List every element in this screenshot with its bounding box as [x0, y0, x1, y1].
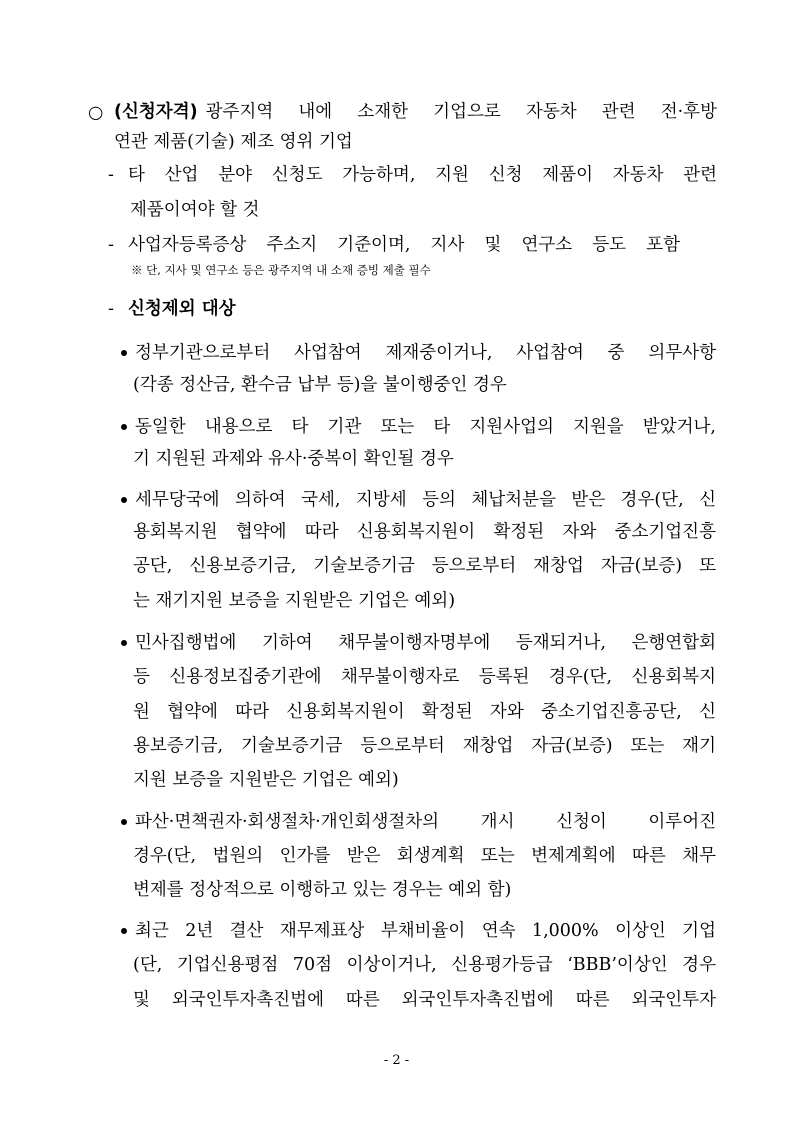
dash-marker: - [108, 235, 114, 255]
circle-bullet-icon: ○ [88, 103, 104, 123]
bullet-line: 용회복지원 협약에 따라 신용회복지원이 확정된 자와 중소기업진흥 [133, 522, 716, 542]
bullet-line: 지원 보증을 지원받은 기업은 예외) [133, 770, 399, 790]
eligibility-line: 광주지역 내에 소재한 기업으로 자동차 관련 전·후방 [205, 102, 717, 122]
bullet-line: 및 외국인투자촉진법에 따른 외국인투자촉진법에 따른 외국인투자 [133, 990, 716, 1010]
bullet-dot-icon [121, 640, 127, 646]
bullet-line: (각종 정산금, 환수금 납부 등)을 불이행중인 경우 [133, 375, 507, 395]
bullet-line: 변제를 정상적으로 이행하고 있는 경우는 예외 함) [133, 880, 512, 900]
bullet-dot-icon [121, 928, 127, 934]
dash-item-line: 타 산업 분야 신청도 가능하며, 지원 신청 제품이 자동차 관련 [128, 165, 717, 185]
bullet-line: 원 협약에 따라 신용회복지원이 확정된 자와 중소기업진흥공단, 신 [133, 702, 716, 722]
eligibility-first-line [114, 100, 717, 124]
dash-marker: - [108, 299, 114, 319]
bullet-dot-icon [121, 424, 127, 430]
bullet-line: 파산·면책권자·회생절차·개인회생절차의 개시 신청이 이루어진 [135, 812, 716, 832]
bullet-line: 정부기관으로부터 사업참여 제재중이거나, 사업참여 중 의무사항 [135, 343, 716, 363]
bullet-dot-icon [121, 350, 127, 356]
bullet-line: 세무당국에 의하여 국세, 지방세 등의 체납처분을 받은 경우(단, 신 [135, 490, 716, 510]
bullet-line: (단, 기업신용평점 70점 이상이거나, 신용평가등급 ‘BBB’이상인 경우 [133, 955, 716, 975]
bullet-line: 경우(단, 법원의 인가를 받은 회생계획 또는 변제계획에 따른 채무 [133, 846, 716, 866]
bullet-line: 등 신용정보집중기관에 채무불이행자로 등록된 경우(단, 신용회복지 [133, 667, 716, 687]
bullet-line: 동일한 내용으로 타 기관 또는 타 지원사업의 지원을 받았거나, [135, 417, 716, 437]
bullet-line: 는 재기지원 보증을 지원받은 기업은 예외) [133, 591, 456, 611]
dash-item-line: 제품이여야 할 것 [130, 200, 260, 220]
exclusion-title: 신청제외 대상 [128, 299, 236, 319]
dash-item-line: 사업자등록증상 주소지 기준이며, 지사 및 연구소 등도 포함 [128, 235, 680, 255]
bullet-line: 기 지원된 과제와 유사·중복이 확인될 경우 [133, 449, 454, 469]
bullet-line: 최근 2년 결산 재무제표상 부채비율이 연속 1,000% 이상인 기업 [135, 921, 716, 941]
dash-item-note: ※ 단, 지사 및 연구소 등은 광주지역 내 소재 증빙 제출 필수 [131, 263, 431, 277]
dash-marker: - [108, 165, 114, 185]
bullet-dot-icon [121, 819, 127, 825]
bullet-line: 용보증기금, 기술보증기금 등으로부터 재창업 자금(보증) 또는 재기 [133, 736, 716, 756]
bullet-line: 공단, 신용보증기금, 기술보증기금 등으로부터 재창업 자금(보증) 또 [133, 556, 716, 576]
bullet-line: 민사집행법에 기하여 채무불이행자명부에 등재되거나, 은행연합회 [135, 633, 716, 653]
bullet-dot-icon [121, 497, 127, 503]
page-number: - 2 - [383, 1053, 410, 1068]
eligibility-line: 연관 제품(기술) 제조 영위 기업 [114, 132, 353, 152]
eligibility-heading: (신청자격) [114, 102, 198, 122]
